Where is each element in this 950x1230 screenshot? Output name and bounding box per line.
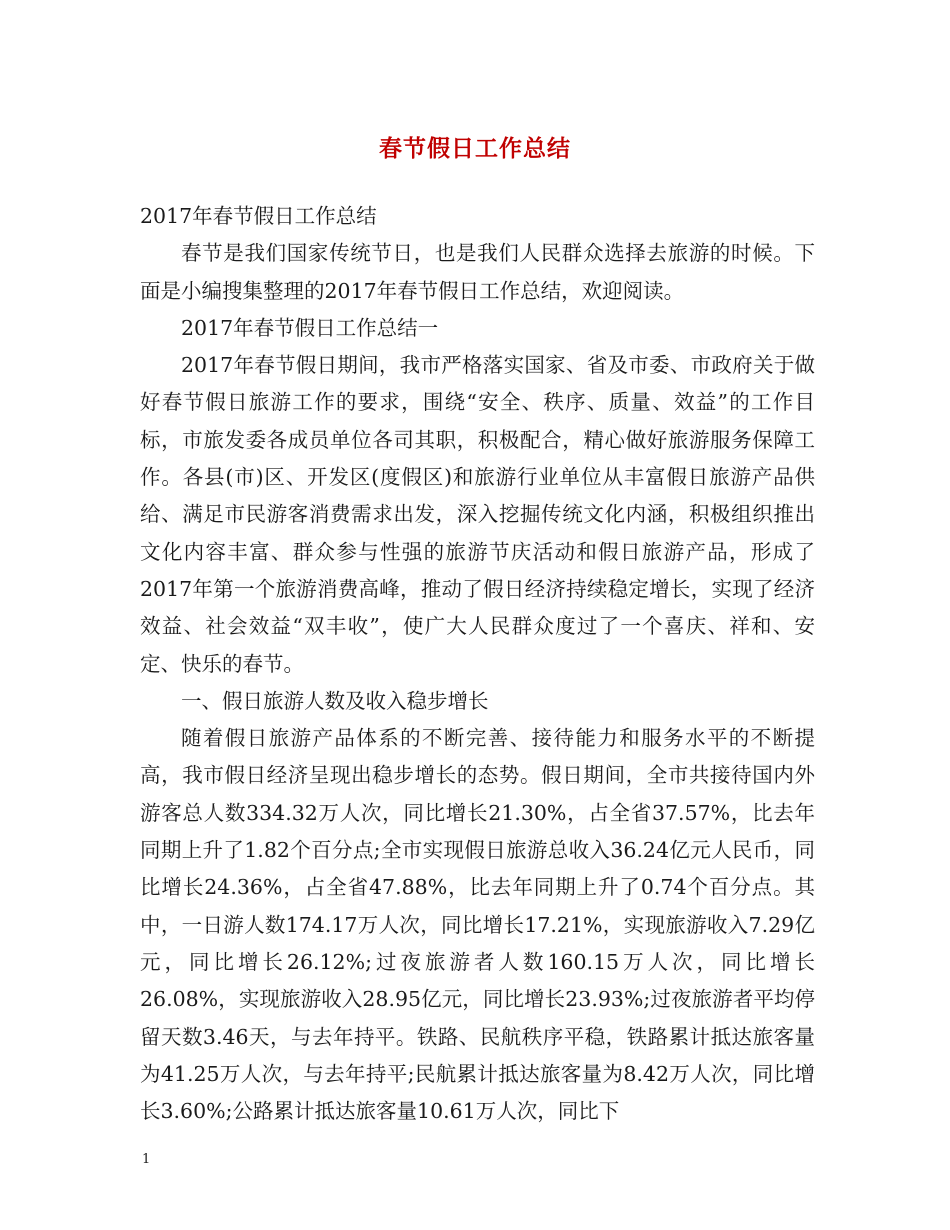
body-paragraph-2: 随着假日旅游产品体系的不断完善、接待能力和服务水平的不断提高，我市假日经济呈现出稳步增长的态势。假日期间，全市共接待国内外游客总人数334.32万人次，同比增长21.30%，占全省37.57%，比去年同期上升了1.82个百分点;全市实现假日旅游总收入36.24亿元人民币，同比增长24.36%，占全省47.88%，比去年同期上升了0.74个百分点。其中，一日游人数174.17万人次，同比增长17.21%，实现旅游收入7.29亿元，同比增长26.12%;过夜旅游者人数160.15万人次，同比增长26.08%，实现旅游收入28.95亿元，同比增长23.93%;过夜旅游者平均停留天数3.46天，与去年持平。铁路、民航秩序平稳，铁路累计抵达旅客量为41.25万人次，与去年持平;民航累计抵达旅客量为8.42万人次，同比增长3.60%;公路累计抵达旅客量10.61万人次，同比下 — [140, 726, 815, 1124]
document-subtitle: 2017年春节假日工作总结 — [140, 204, 377, 228]
document-title: 春节假日工作总结 — [379, 135, 571, 162]
document-body — [140, 198, 815, 1130]
subheading-1: 一、假日旅游人数及收入稳步增长 — [181, 688, 489, 713]
page-number: 1 — [142, 1152, 151, 1167]
section-heading: 2017年春节假日工作总结一 — [181, 315, 439, 340]
body-paragraph-1: 2017年春节假日期间，我市严格落实国家、省及市委、市政府关于做好春节假日旅游工作的要求，围绕“安全、秩序、质量、效益”的工作目标，市旅发委各成员单位各司其职，积极配合，精心做好旅游服务保障工作。各县(市)区、开发区(度假区)和旅游行业单位从丰富假日旅游产品供给、满足市民游客消费需求出发，深入挖掘传统文化内涵，积极组织推出文化内容丰富、群众参与性强的旅游节庆活动和假日旅游产品，形成了2017年第一个旅游消费高峰，推动了假日经济持续稳定增长，实现了经济效益、社会效益“双丰收”，使广大人民群众度过了一个喜庆、祥和、安定、快乐的春节。 — [140, 353, 815, 676]
intro-paragraph: 春节是我们国家传统节日，也是我们人民群众选择去旅游的时候。下面是小编搜集整理的2017年春节假日工作总结，欢迎阅读。 — [140, 241, 815, 303]
